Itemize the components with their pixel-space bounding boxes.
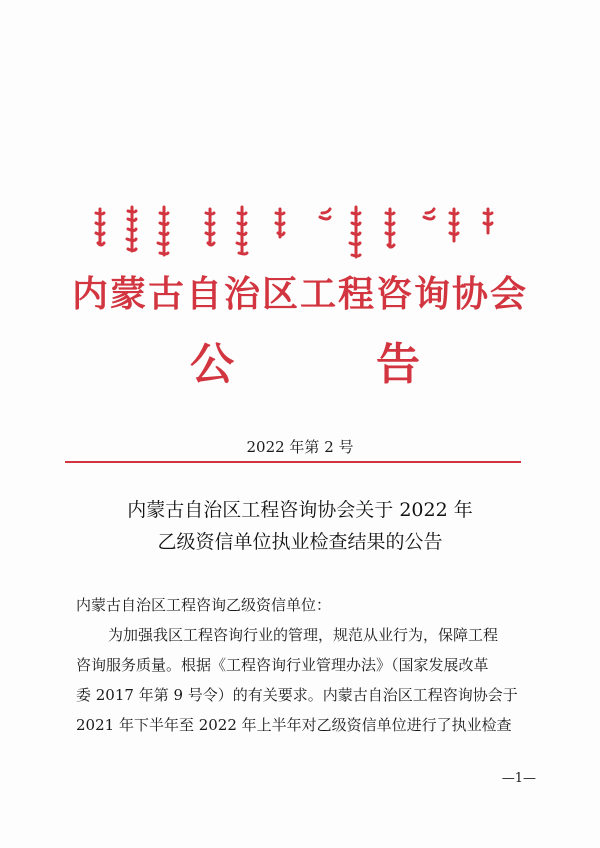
document-type-heading bbox=[190, 328, 420, 392]
notice-body bbox=[76, 590, 536, 740]
body-line: 咨询服务质量。根据《工程咨询行业管理办法》（国家发展改革 bbox=[76, 656, 489, 674]
document-type-char: 告 bbox=[376, 339, 420, 390]
document-number: 2022 年第 2 号 bbox=[246, 438, 354, 456]
header-divider bbox=[65, 461, 521, 463]
body-line: 为加强我区工程咨询行业的管理，规范从业行为，保障工程 bbox=[108, 626, 499, 644]
notice-title-line: 内蒙古自治区工程咨询协会关于 2022 年 bbox=[127, 499, 473, 521]
issuing-organization-title: 内蒙古自治区工程咨询协会 bbox=[71, 274, 528, 315]
salutation: 内蒙古自治区工程咨询乙级资信单位： bbox=[76, 596, 332, 614]
page-number: —1— bbox=[501, 771, 536, 786]
mongolian-script-heading bbox=[92, 203, 502, 261]
document-type-char: 公 bbox=[190, 339, 234, 390]
notice-title bbox=[0, 494, 600, 558]
notice-title-line: 乙级资信单位执业检查结果的公告 bbox=[157, 531, 443, 553]
body-line: 2021 年下半年至 2022 年上半年对乙级资信单位进行了执业检查 bbox=[76, 716, 512, 734]
body-line: 委 2017 年第 9 号令）的有关要求。内蒙古自治区工程咨询协会于 bbox=[76, 686, 518, 704]
